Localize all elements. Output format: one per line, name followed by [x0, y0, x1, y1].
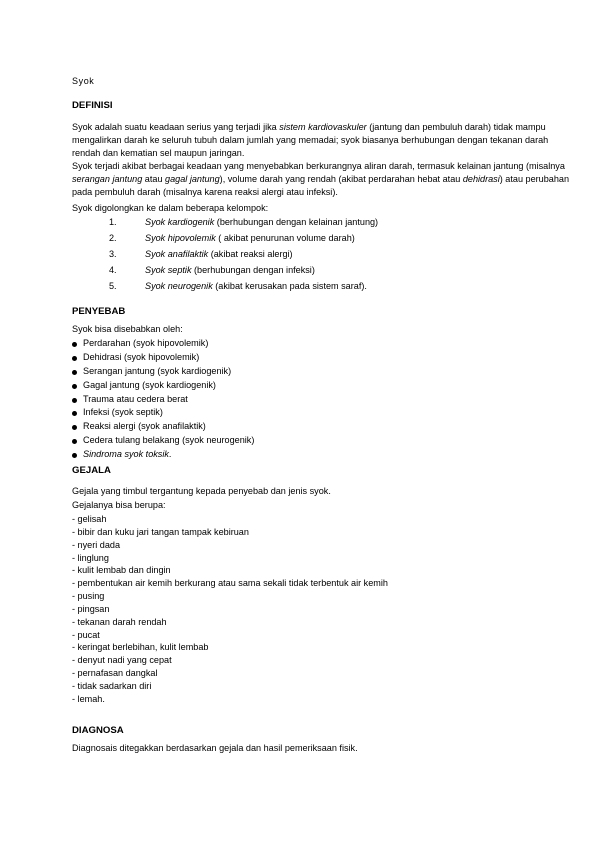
bullet-icon	[72, 425, 77, 430]
list-item: 1. Syok kardiogenik (berhubungan dengan kelainan jantung)	[109, 217, 379, 227]
list-item: Cedera tulang belakang (syok neurogenik)	[72, 434, 572, 448]
list-item: Gagal jantung (syok kardiogenik)	[72, 379, 572, 393]
heading-definisi: DEFINISI	[72, 100, 113, 111]
list-item: - pingsan	[72, 603, 110, 614]
list-item: Reaksi alergi (syok anafilaktik)	[72, 420, 572, 434]
list-item: - pembentukan air kemih berkurang atau sama sekali tidak terbentuk air kemih	[72, 578, 388, 589]
list-item: - nyeri dada	[72, 539, 121, 550]
bullet-icon	[72, 342, 77, 347]
list-item: - pusing	[72, 591, 105, 602]
list-item: - denyut nadi yang cepat	[72, 655, 172, 666]
bullet-icon	[72, 398, 77, 403]
list-item: - tekanan darah rendah	[72, 616, 167, 627]
list-item: 3. Syok anafilaktik (akibat reaksi alergi)	[109, 249, 293, 259]
list-item: - gelisah	[72, 514, 107, 524]
gejala-list	[72, 513, 572, 706]
list-item: Trauma atau cedera berat	[72, 393, 572, 407]
penyebab-list	[72, 337, 572, 462]
bullet-icon	[72, 384, 77, 389]
list-item: - tidak sadarkan diri	[72, 680, 152, 691]
list-item: 5. Syok neurogenik (akibat kerusakan pada sistem saraf).	[109, 281, 367, 291]
list-item: - lemah.	[72, 693, 105, 704]
bullet-icon	[72, 453, 77, 458]
heading-penyebab: PENYEBAB	[72, 306, 126, 317]
list-item: - pucat	[72, 629, 100, 640]
gejala-paragraph-1: Gejala yang timbul tergantung kepada penyebab dan jenis syok.	[72, 486, 331, 496]
bullet-icon	[72, 356, 77, 361]
list-item: - bibir dan kuku jari tangan tampak kebiruan	[72, 526, 249, 537]
bullet-icon	[72, 370, 77, 375]
list-item: 2. Syok hipovolemik ( akibat penurunan volume darah)	[109, 233, 355, 243]
heading-gejala: GEJALA	[72, 465, 111, 476]
list-item: Perdarahan (syok hipovolemik)	[72, 337, 572, 351]
bullet-icon	[72, 439, 77, 444]
list-item: Sindroma syok toksik.	[72, 448, 572, 462]
list-item: - pernafasan dangkal	[72, 668, 158, 679]
list-item: - keringat berlebihan, kulit lembab	[72, 642, 209, 653]
definisi-paragraph-2: Syok terjadi akibat berbagai keadaan yang menyebabkan berkurangnya aliran darah, termasuk kelainan jantung (misalnya serangan jantung atau gagal jantung), volume darah yang rendah (akibat perdarahan hebat atau dehidrasi) atau perubahan pada pembuluh darah (misalnya karena reaksi alergi atau infeksi).	[72, 161, 570, 197]
list-item: 4. Syok septik (berhubungan dengan infeksi)	[109, 265, 315, 275]
list-item: Dehidrasi (syok hipovolemik)	[72, 351, 572, 365]
definisi-paragraph-3: Syok digolongkan ke dalam beberapa kelompok:	[72, 203, 269, 213]
heading-diagnosa: DIAGNOSA	[72, 725, 124, 736]
syok-types-list	[72, 214, 572, 294]
list-item: Infeksi (syok septik)	[72, 406, 572, 420]
document-title: Syok	[72, 76, 95, 86]
definisi-paragraph-1: Syok adalah suatu keadaan serius yang terjadi jika sistem kardiovaskuler (jantung dan pembuluh darah) tidak mampu mengalirkan darah ke seluruh tubuh dalam jumlah yang memadai; syok biasanya berhubungan dengan tekanan darah rendah dan kematian sel maupun jaringan.	[72, 122, 549, 158]
penyebab-intro: Syok bisa disebabkan oleh:	[72, 324, 183, 334]
gejala-paragraph-2: Gejalanya bisa berupa:	[72, 500, 166, 510]
list-item: Serangan jantung (syok kardiogenik)	[72, 365, 572, 379]
bullet-icon	[72, 411, 77, 416]
diagnosa-paragraph-1: Diagnosais ditegakkan berdasarkan gejala dan hasil pemeriksaan fisik.	[72, 743, 358, 753]
list-item: - kulit lembab dan dingin	[72, 565, 171, 576]
list-item: - linglung	[72, 552, 109, 563]
